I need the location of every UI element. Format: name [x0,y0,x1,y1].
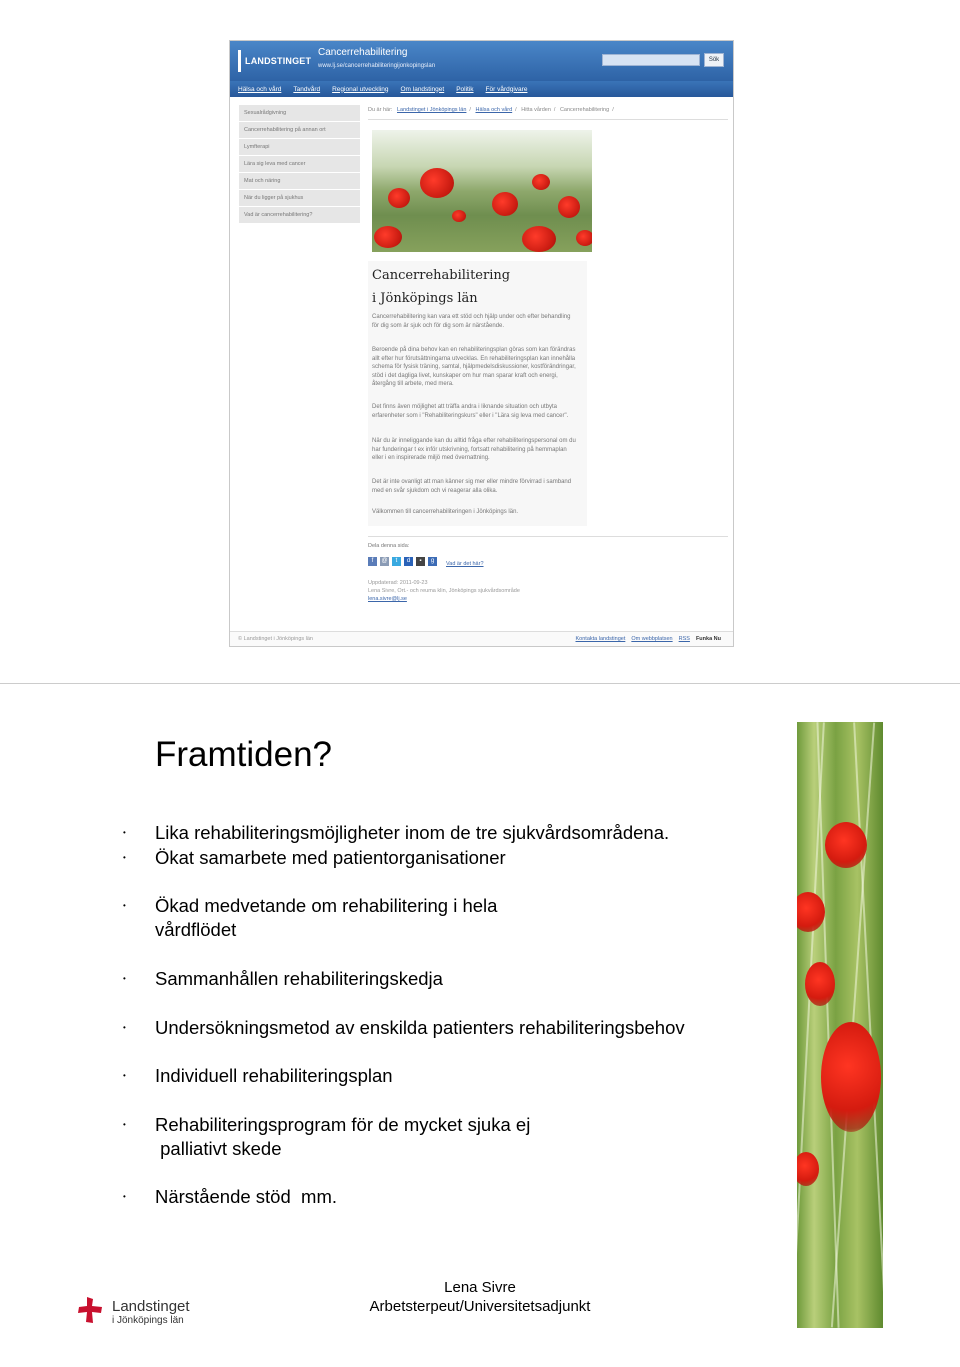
bullet-text: Undersökningsmetod av enskilda patienters rehabiliteringsbehov [155,1017,685,1038]
bullet-text: Närstående stöd mm. [155,1186,337,1207]
bullet-marker: • [123,1120,126,1129]
digg-icon[interactable]: ▪ [416,557,425,566]
share-label: Dela denna sida: [368,543,410,549]
content-paragraph: Cancerrehabilitering kan vara ett stöd och hjälp under och efter behandling för dig som är sjuk och för dig som är närstående. [372,314,571,329]
site-logo[interactable]: LANDSTINGET [238,50,317,72]
bullet-marker: • [123,853,126,862]
author-role: Arbetsterpeut/Universitetsadjunkt [369,1298,591,1315]
funka-badge: Funka Nu [695,636,721,642]
slide-title: Framtiden? [155,735,333,774]
poppy-field-photo [372,130,592,252]
bullet-text: Ökat samarbete med patientorganisationer [155,847,506,868]
cross-logo-icon [76,1296,104,1324]
twitter-icon[interactable]: t [392,557,401,566]
side-menu-item[interactable]: Vad är cancerrehabilitering? [239,207,360,223]
bullet-text-continued: vårdflödet [155,919,237,940]
footer-link-om-webbplatsen[interactable]: Om webbplatsen [631,636,673,642]
email-icon[interactable]: @ [381,558,388,564]
landstinget-logo [76,1296,206,1326]
bullet-marker: • [123,1071,126,1080]
divider [368,536,728,537]
nav-item-om-landstinget[interactable]: Om landstinget [400,85,445,93]
author-block [330,1278,630,1316]
bullet-text-continued: palliativt skede [155,1138,282,1159]
content-card [368,261,587,526]
author-email-link[interactable]: lena.sivre@lj.se [368,596,407,602]
site-footer [230,631,733,647]
side-menu-item[interactable]: Lära sig leva med cancer [239,156,360,172]
breadcrumb-link[interactable]: Landstinget i Jönköpings län [397,107,467,113]
bullet-text: Lika rehabiliteringsmöjligheter inom de tre sjukvårdsområdena. [155,822,670,843]
share-icons [368,557,437,566]
poppy-strip-photo [797,722,883,1328]
footer-link-kontakta[interactable]: Kontakta landstinget [575,636,626,642]
bullet-text: Individuell rehabiliteringsplan [155,1065,393,1086]
content-paragraph: När du är inneliggande kan du alltid fråga efter rehabiliteringspersonal om du har funderingar t ex inför utskrivning, fortsatt rehabilitering på hemmaplan eller i en inspirerade miljö med övernattning. [372,438,576,461]
author-name: Lena Sivre [444,1279,516,1296]
side-menu-item[interactable]: Mat och näring [239,173,360,189]
nav-item-regional-utveckling[interactable]: Regional utveckling [332,85,389,93]
bullet-marker: • [123,828,126,837]
bullet-marker: • [123,974,126,983]
site-search-input[interactable] [602,54,700,66]
google-icon[interactable]: g [428,557,437,566]
facebook-icon[interactable]: f [368,557,377,566]
site-header [230,41,733,81]
side-menu [239,105,360,224]
site-title: Cancerrehabilitering [318,47,408,58]
side-menu-item[interactable]: Lymfterapi [239,139,360,155]
content-paragraph: Välkommen till cancerrehabiliteringen i Jönköpings län. [372,509,519,515]
logo-subtitle: i Jönköpings län [112,1315,184,1326]
delicious-icon[interactable]: d [404,557,413,566]
content-paragraph: Beroende på dina behov kan en rehabiliteringsplan göras som kan förändras allt efter hur förutsättningarna utvecklas. En rehabiliteringsplan kan innehålla schema för fysisk träning, samtal, hjälpmedelsdiskussioner, kostförändringar, stöd i det dagliga livet, kunskaper om hur man sparar kraft och energi, återgång till arbete, med mera. [372,347,576,387]
footer-link-rss[interactable]: RSS [678,636,690,642]
content-title: Cancerrehabilitering i Jönköpings län [372,268,511,306]
bullet-marker: • [123,1192,126,1201]
share-help-link[interactable]: Vad är det här? [446,561,484,567]
nav-item-politik[interactable]: Politik [456,85,474,93]
bullet-text: Ökad medvetande om rehabilitering i hela [155,895,498,916]
site-copyright: © Landstinget i Jönköpings län [238,636,313,642]
bullet-text: Rehabiliteringsprogram för de mycket sjuka ej [155,1114,531,1135]
breadcrumb-prefix: Du är här: [368,107,393,113]
bullet-text: Sammanhållen rehabiliteringskedja [155,968,443,989]
website-screenshot [229,40,734,647]
nav-item-halsa-och-vard[interactable]: Hälsa och vård [238,85,282,93]
logo-name: Landstinget [112,1298,190,1315]
nav-item-for-vardgivare[interactable]: För vårdgivare [485,85,528,93]
breadcrumb: Du är här: Landstinget i Jönköpings län / Hälsa och vård / Hitta vården / Cancerrehabilitering / [368,107,728,120]
content-paragraph: Det finns även möjlighet att träffa andra i liknande situation och utbyta erfarenheter som i "Rehabiliteringskurs" eller i "Lära sig leva med cancer". [372,404,569,419]
site-nav [230,81,733,97]
side-menu-item[interactable]: Cancerrehabilitering på annan ort [239,122,360,138]
bullet-marker: • [123,901,126,910]
slide-2 [0,684,960,1367]
side-menu-item[interactable]: Sexualrådgivning [239,105,360,121]
breadcrumb-item[interactable]: Hitta vården [521,107,551,113]
slide-1 [0,0,960,683]
bullet-marker: • [123,1023,126,1032]
content-paragraph: Det är inte ovanligt att man känner sig mer eller mindre förvirrad i samband med en svår sjukdom och vi reagerar alla olika. [372,479,572,494]
site-search-button[interactable]: Sök [704,53,724,67]
breadcrumb-current: Cancerrehabilitering [559,107,610,113]
nav-item-tandvard[interactable]: Tandvård [293,85,321,93]
site-url: www.lj.se/cancerrehabiliteringijonkopingslan [318,63,436,69]
breadcrumb-link[interactable]: Hälsa och vård [475,107,513,113]
side-menu-item[interactable]: När du ligger på sjukhus [239,190,360,206]
page-updated-info: Uppdaterad: 2011-09-23 Lena Sivre, Ort.- och reuma klin, Jönköpings sjukvårdsområde lena.sivre@lj.se [368,579,728,603]
